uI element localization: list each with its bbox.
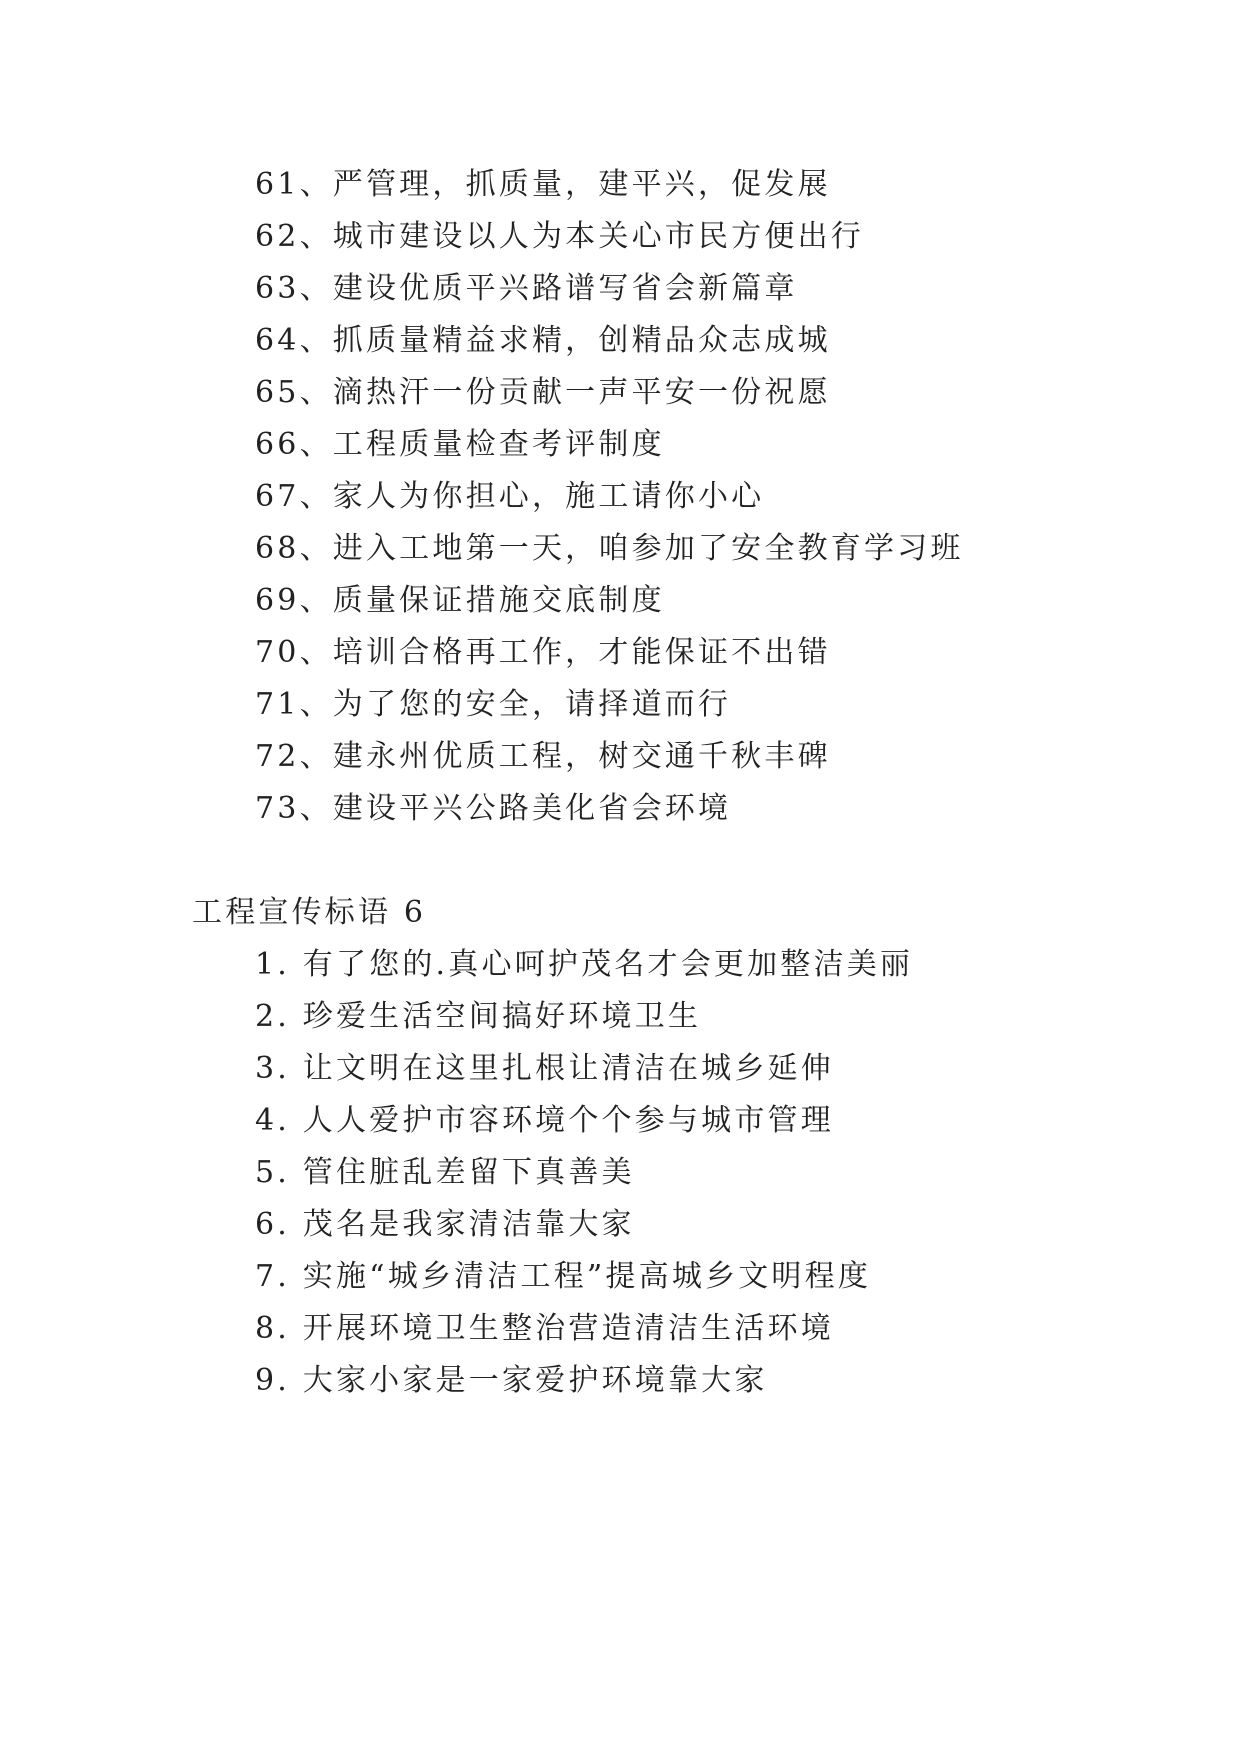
list-item: 63、建设优质平兴路谱写省会新篇章	[255, 271, 798, 306]
list-item: 4. 人人爱护市容环境个个参与城市管理	[255, 1103, 834, 1138]
list-item: 65、滴热汗一份贡献一声平安一份祝愿	[255, 375, 831, 410]
list-item: 6. 茂名是我家清洁靠大家	[255, 1207, 635, 1242]
list-item: 73、建设平兴公路美化省会环境	[255, 791, 732, 826]
list-item: 70、培训合格再工作，才能保证不出错	[255, 635, 831, 670]
list-item: 62、城市建设以人为本关心市民方便出行	[255, 219, 864, 254]
list-item: 8. 开展环境卫生整治营造清洁生活环境	[255, 1311, 834, 1346]
list-item: 9. 大家小家是一家爱护环境靠大家	[255, 1363, 768, 1398]
list-item: 7. 实施“城乡清洁工程”提高城乡文明程度	[255, 1259, 872, 1294]
list-item: 67、家人为你担心，施工请你小心	[255, 479, 765, 514]
list-item: 71、为了您的安全，请择道而行	[255, 687, 732, 722]
section-heading: 工程宣传标语 6	[192, 895, 427, 930]
list-item: 61、严管理，抓质量，建平兴，促发展	[255, 167, 831, 202]
list-item: 5. 管住脏乱差留下真善美	[255, 1155, 635, 1190]
list-item: 1. 有了您的.真心呵护茂名才会更加整洁美丽	[255, 947, 914, 982]
list-item: 64、抓质量精益求精，创精品众志成城	[255, 323, 831, 358]
list-item: 2. 珍爱生活空间搞好环境卫生	[255, 999, 702, 1034]
list-item: 68、进入工地第一天，咱参加了安全教育学习班	[255, 531, 964, 566]
list-item: 69、质量保证措施交底制度	[255, 583, 665, 618]
list-item: 66、工程质量检查考评制度	[255, 427, 665, 462]
list-item: 3. 让文明在这里扎根让清洁在城乡延伸	[255, 1051, 834, 1086]
list-item: 72、建永州优质工程，树交通千秋丰碑	[255, 739, 831, 774]
